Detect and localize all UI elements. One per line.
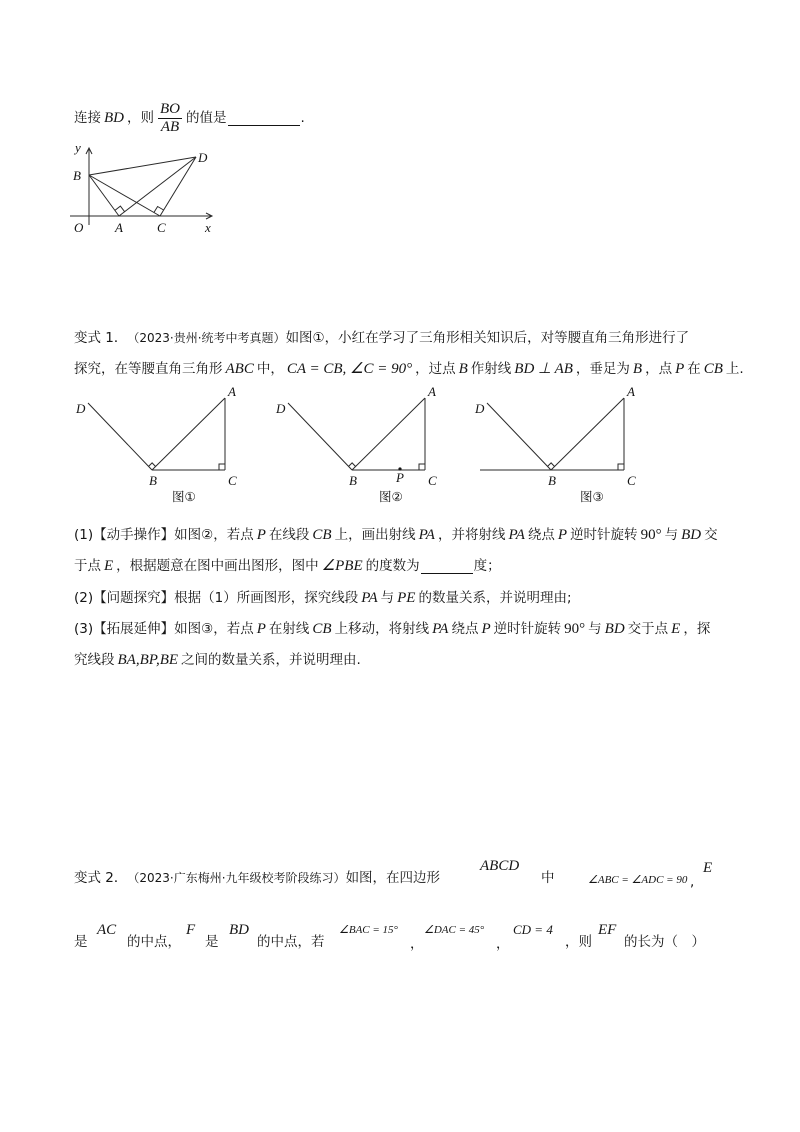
triangle-figures <box>70 385 670 505</box>
text-seg: 绕点 <box>527 527 555 543</box>
segment-ab <box>551 398 624 470</box>
text-seg: 探究，在等腰直角三角形 <box>74 361 223 377</box>
text-seg: 在 <box>687 361 701 377</box>
text-seg: 逆时针旋转 <box>493 621 562 637</box>
math-seg: PA <box>508 527 525 543</box>
figure-2 <box>275 384 437 504</box>
question3-line1 <box>74 618 710 640</box>
text-seg: 作射线 <box>470 361 512 377</box>
text-seg: ，并将射线 <box>437 527 506 543</box>
math-seg: P <box>481 621 491 637</box>
math-seg: EF <box>598 922 617 938</box>
text-seg: 与 <box>588 621 602 637</box>
label-c: C <box>228 473 237 488</box>
text-seg: 度； <box>473 558 501 574</box>
math-seg: 90° <box>640 527 662 543</box>
text-seg: 根据（1）所画图形，探究线段 <box>174 590 359 606</box>
label-c: C <box>627 473 636 488</box>
segment-dc <box>160 157 196 216</box>
label-y: y <box>75 140 81 155</box>
math-seg: E <box>104 558 114 574</box>
math-seg: F <box>186 922 196 938</box>
math-seg: BA,BP,BE <box>117 652 179 668</box>
label-b: B <box>149 473 157 488</box>
math-seg: 90° <box>564 621 586 637</box>
text-seg: , <box>690 874 695 890</box>
math-seg: AC <box>97 922 117 938</box>
fraction-denominator: AB <box>160 118 180 135</box>
math-seg: B <box>632 361 643 377</box>
label-b: B <box>73 168 81 183</box>
label-a: A <box>428 384 436 399</box>
question-number: (1) <box>74 527 94 543</box>
label-d: D <box>475 401 485 416</box>
text-seg: 是 <box>74 934 88 950</box>
math-seg: PA <box>418 527 435 543</box>
question1-line1 <box>74 524 718 546</box>
math-seg: PE <box>397 590 416 606</box>
ray-bd <box>88 403 152 470</box>
text-seg: 与 <box>380 590 395 606</box>
math-seg: CB <box>312 527 332 543</box>
math-seg: CB <box>703 361 723 377</box>
question-tag: 【问题探究】 <box>93 590 175 606</box>
label-p: P <box>396 470 404 485</box>
math-seg: BD <box>604 621 625 637</box>
right-angle-mark-b <box>149 463 156 467</box>
text-seg: ，点 <box>645 361 673 377</box>
text-seg: 如图②，若点 <box>174 527 254 543</box>
ray-bd <box>288 403 352 470</box>
label-b: B <box>349 473 357 488</box>
math-seg: PA <box>432 621 449 637</box>
math-seg: PA <box>361 590 378 606</box>
label-o: O <box>74 220 84 235</box>
label-a: A <box>228 384 236 399</box>
variant2-line1 <box>74 867 440 889</box>
math-seg: ABCD <box>480 858 520 874</box>
math-seg: CA = CB, ∠C = 90° <box>286 361 413 377</box>
right-angle-mark-c <box>219 464 225 470</box>
text-seg: 在射线 <box>268 621 310 637</box>
text-seg: 中， <box>256 361 284 377</box>
fraction-bo-over-ab <box>158 101 182 136</box>
caption-figure-1: 图① <box>172 489 196 504</box>
question1-line2 <box>74 555 501 577</box>
math-seg: ∠BAC = 15° <box>339 924 398 936</box>
intro-text-3: 的值是 <box>186 110 227 126</box>
variant1-text: 如图①，小红在学习了三角形相关知识后，对等腰直角三角形进行了 <box>285 330 690 346</box>
math-seg: CB <box>312 621 332 637</box>
answer-blank <box>421 559 473 574</box>
segment-ba <box>89 175 119 216</box>
caption-figure-2: 图② <box>379 489 403 504</box>
label-x: x <box>205 220 211 235</box>
question2-line <box>74 587 572 609</box>
figure-3 <box>474 384 636 504</box>
text-seg: 中 <box>541 870 555 886</box>
text-seg: 上，画出射线 <box>334 527 416 543</box>
label-a: A <box>115 220 123 235</box>
fraction-numerator: BO <box>160 100 180 117</box>
intro-text-2: ，则 <box>127 110 154 126</box>
text-seg: 如图，在四边形 <box>345 870 441 886</box>
right-angle-mark-c <box>419 464 425 470</box>
text-seg: ，垂足为 <box>575 361 630 377</box>
segment-ab <box>152 398 225 470</box>
text-seg: 在线段 <box>268 527 310 543</box>
label-d: D <box>198 150 208 165</box>
math-seg: E <box>671 621 681 637</box>
math-seg: E <box>703 860 713 876</box>
text-seg: ，过点 <box>415 361 456 377</box>
variant1-source: （2023·贵州·统考中考真题） <box>127 331 286 345</box>
ray-bd <box>487 403 551 470</box>
text-seg: ，则 <box>565 934 592 950</box>
figure-1 <box>75 384 237 504</box>
coordinate-figure <box>65 140 220 240</box>
math-seg: P <box>675 361 685 377</box>
text-seg: 于点 <box>74 558 101 574</box>
math-seg: B <box>458 361 468 377</box>
text-seg: 逆时针旋转 <box>570 527 638 543</box>
intro-line <box>74 98 305 138</box>
math-seg: CD = 4 <box>513 922 553 937</box>
caption-figure-3: 图③ <box>580 489 604 504</box>
variant1-label: 变式 1． <box>74 330 128 346</box>
label-c: C <box>157 220 166 235</box>
math-seg: BD ⊥ AB <box>514 361 573 377</box>
variant1-line2 <box>74 358 744 380</box>
question-tag: 【拓展延伸】 <box>93 621 175 637</box>
variant2-source: （2023·广东梅州·九年级校考阶段练习） <box>127 871 346 885</box>
text-seg: ， <box>410 936 424 952</box>
question-number: (3) <box>74 621 94 637</box>
text-seg: 上移动，将射线 <box>334 621 430 637</box>
math-seg: ∠DAC = 45° <box>424 924 485 936</box>
text-seg: 交 <box>704 527 718 543</box>
question3-line2 <box>74 649 361 671</box>
intro-text-1: 连接 <box>74 110 101 126</box>
math-seg: BD <box>229 922 249 938</box>
text-seg: 的中点， <box>127 934 181 950</box>
answer-blank <box>228 111 300 126</box>
text-seg: 是 <box>205 934 219 950</box>
text-seg: 的长为（ ） <box>624 934 705 950</box>
question-number: (2) <box>74 590 94 606</box>
label-c: C <box>428 473 437 488</box>
math-seg: P <box>256 527 266 543</box>
segment-bc <box>89 175 160 216</box>
math-seg: ∠PBE <box>321 558 363 574</box>
right-angle-mark-b <box>548 463 555 467</box>
text-seg: 的度数为 <box>365 558 420 574</box>
text-seg: 如图③，若点 <box>174 621 254 637</box>
right-angle-mark-c <box>618 464 624 470</box>
text-seg: 上. <box>725 361 744 377</box>
math-seg: BD <box>681 527 702 543</box>
text-seg: 的中点，若 <box>257 934 325 950</box>
text-seg: ，探 <box>683 621 711 637</box>
question-tag: 【动手操作】 <box>93 527 175 543</box>
math-seg: ∠ABC = ∠ADC = 90 <box>588 874 688 886</box>
text-seg: ，根据题意在图中画出图形，图中 <box>116 558 319 574</box>
right-angle-mark-b <box>349 463 356 467</box>
segment-ab <box>352 398 425 470</box>
text-seg: ， <box>496 936 510 952</box>
label-a: A <box>627 384 635 399</box>
label-d: D <box>276 401 286 416</box>
text-seg: 与 <box>664 527 679 543</box>
label-d: D <box>76 401 86 416</box>
variant2-label: 变式 2． <box>74 870 128 886</box>
text-seg: 之间的数量关系，并说明理由. <box>181 652 361 668</box>
text-seg: 交于点 <box>627 621 669 637</box>
text-seg: 绕点 <box>451 621 479 637</box>
text-seg: 的数量关系，并说明理由; <box>418 590 572 606</box>
intro-math-bd: BD <box>104 110 124 126</box>
right-angle-mark-a <box>115 206 125 212</box>
math-seg: P <box>557 527 568 543</box>
segment-bd <box>89 157 196 175</box>
variant1-line1 <box>74 327 689 349</box>
math-seg: P <box>256 621 266 637</box>
label-b: B <box>548 473 556 488</box>
intro-text-4: . <box>300 110 305 126</box>
math-seg: ABC <box>225 361 254 377</box>
text-seg: 究线段 <box>74 652 115 668</box>
